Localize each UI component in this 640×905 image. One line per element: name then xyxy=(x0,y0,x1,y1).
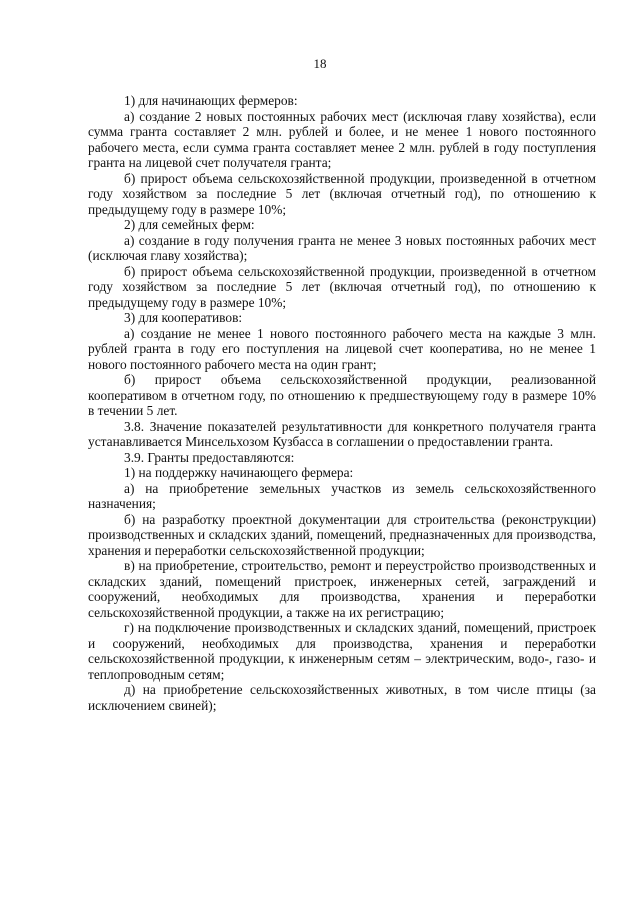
paragraph: 1) на поддержку начинающего фермера: xyxy=(124,465,354,480)
paragraph: а) создание 2 новых постоянных рабочих мест (исключая главу хозяйства), если сумма гранта составляет 2 млн. рублей и более, и не менее 1 нового постоянного рабочего места, если сумма гранта составляет менее 2 млн. рублей в году поступления гранта на лицевой счет получателя гранта; xyxy=(88,108,596,170)
paragraph: а) на приобретение земельных участков из земель сельскохозяйственного назначения; xyxy=(88,480,596,511)
paragraph: б) прирост объема сельскохозяйственной продукции, произведенной в отчетном году хозяйством за последние 5 лет (включая отчетный год), по отношению к предыдущему году в размере 10%; xyxy=(88,170,596,217)
paragraph: д) на приобретение сельскохозяйственных животных, в том числе птицы (за исключением свиней); xyxy=(88,682,596,713)
document-body xyxy=(88,93,596,713)
paragraph: б) прирост объема сельскохозяйственной продукции, произведенной в отчетном году хозяйством за последние 5 лет (включая отчетный год), по отношению к предыдущему году в размере 10%; xyxy=(88,263,596,310)
paragraph: 2) для семейных ферм: xyxy=(124,217,255,232)
paragraph: б) прирост объема сельскохозяйственной продукции, реализованной кооперативом в отчетном году, по отношению к предшествующему году в размере 10% в течении 5 лет. xyxy=(88,372,596,418)
paragraph: 1) для начинающих фермеров: xyxy=(124,93,298,108)
paragraph: б) на разработку проектной документации для строительства (реконструкции) производственных и складских зданий, помещений, предназначенных для производства, хранения и переработки сельскохозяйственной продукции; xyxy=(88,511,596,558)
paragraph: 3.9. Гранты предоставляются: xyxy=(124,449,295,465)
paragraph: в) на приобретение, строительство, ремонт и переустройство производственных и складских зданий, помещений пристроек, инженерных сетей, заграждений и сооружений, необходимых для производства, хранения и переработки сельскохозяйственной продукции, а также на их регистрацию; xyxy=(88,558,596,620)
paragraph: 3.8. Значение показателей результативности для конкретного получателя гранта устанавливается Минсельхозом Кузбасса в соглашении о предоставлении гранта. xyxy=(88,418,596,449)
page-number: 18 xyxy=(313,56,327,71)
paragraph: а) создание не менее 1 нового постоянного рабочего места на каждые 3 млн. рублей гранта в году его поступления на лицевой счет кооператива, но не менее 1 нового постоянного рабочего места на один грант; xyxy=(88,325,596,372)
paragraph: а) создание в году получения гранта не менее 3 новых постоянных рабочих мест (исключая главу хозяйства); xyxy=(88,232,596,263)
paragraph: 3) для кооперативов: xyxy=(124,310,243,325)
paragraph: г) на подключение производственных и складских зданий, помещений, пристроек и сооружений, необходимых для производства, хранения и переработки сельскохозяйственной продукции, к инженерным сетям – электрическим, водо-, газо- и теплопроводным сетям; xyxy=(88,620,596,682)
